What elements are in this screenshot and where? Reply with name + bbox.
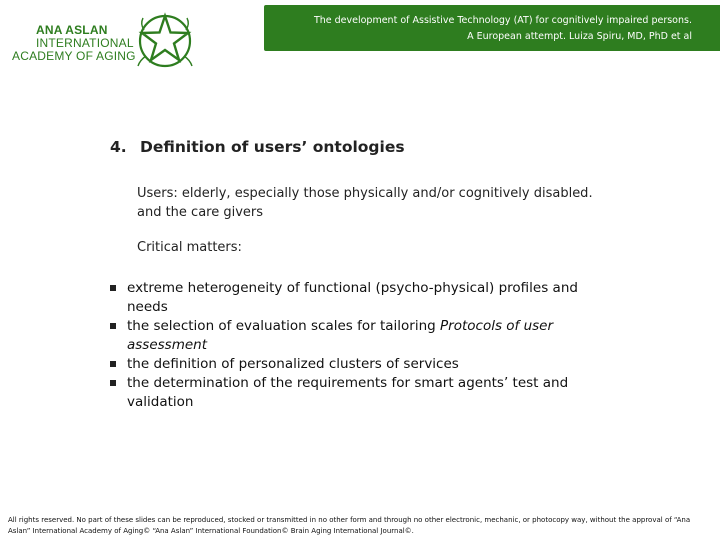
section-title-text: Definition of users’ ontologies bbox=[140, 138, 405, 156]
star-wreath-icon bbox=[136, 10, 194, 72]
bullet-square-icon bbox=[110, 380, 116, 386]
users-line-2: and the care givers bbox=[137, 205, 264, 220]
list-item bbox=[110, 355, 600, 374]
logo-line-3: ACADEMY OF AGING bbox=[12, 49, 136, 63]
copyright-footer: All rights reserved. No part of these slides can be reproduced, stocked or transmitted in no other form and through no other electronic, mechanic, or photocopy way, without the approval of “Ana Aslan” International Academy of Aging© “Ana Aslan” International Foundation© Brain Aging International Journal©. bbox=[8, 516, 691, 535]
section-number: 4. bbox=[110, 138, 127, 156]
list-item-text: extreme heterogeneity of functional (psycho-physical) profiles and needs bbox=[127, 280, 578, 315]
users-paragraph bbox=[137, 184, 657, 222]
logo-line-2: INTERNATIONAL bbox=[36, 36, 134, 50]
section-title bbox=[110, 138, 405, 156]
list-item-text: the selection of evaluation scales for tailoring bbox=[127, 318, 441, 334]
list-item-text: the definition of personalized clusters of services bbox=[127, 356, 459, 372]
logo-line-1: ANA ASLAN bbox=[36, 23, 108, 37]
bullet-square-icon bbox=[110, 323, 116, 329]
bullet-square-icon bbox=[110, 285, 116, 291]
critical-matters-label: Critical matters: bbox=[137, 240, 242, 255]
list-item bbox=[110, 374, 600, 412]
header-line-2: A European attempt. Luiza Spiru, MD, PhD et al bbox=[467, 31, 692, 42]
list-item bbox=[110, 317, 600, 355]
academy-logo bbox=[8, 10, 198, 72]
users-line-1: Users: elderly, especially those physically and/or cognitively disabled. bbox=[137, 186, 593, 201]
list-item-text: the determination of the requirements for smart agents’ test and validation bbox=[127, 375, 569, 410]
logo-text bbox=[12, 24, 142, 63]
header-banner bbox=[264, 5, 720, 51]
list-item bbox=[110, 279, 600, 317]
list-item-italic-text: Protocols of user assessment bbox=[127, 318, 554, 353]
header-line-1: The development of Assistive Technology (AT) for cognitively impaired persons. bbox=[313, 15, 692, 26]
critical-matters-list bbox=[110, 279, 600, 412]
bullet-square-icon bbox=[110, 361, 116, 367]
